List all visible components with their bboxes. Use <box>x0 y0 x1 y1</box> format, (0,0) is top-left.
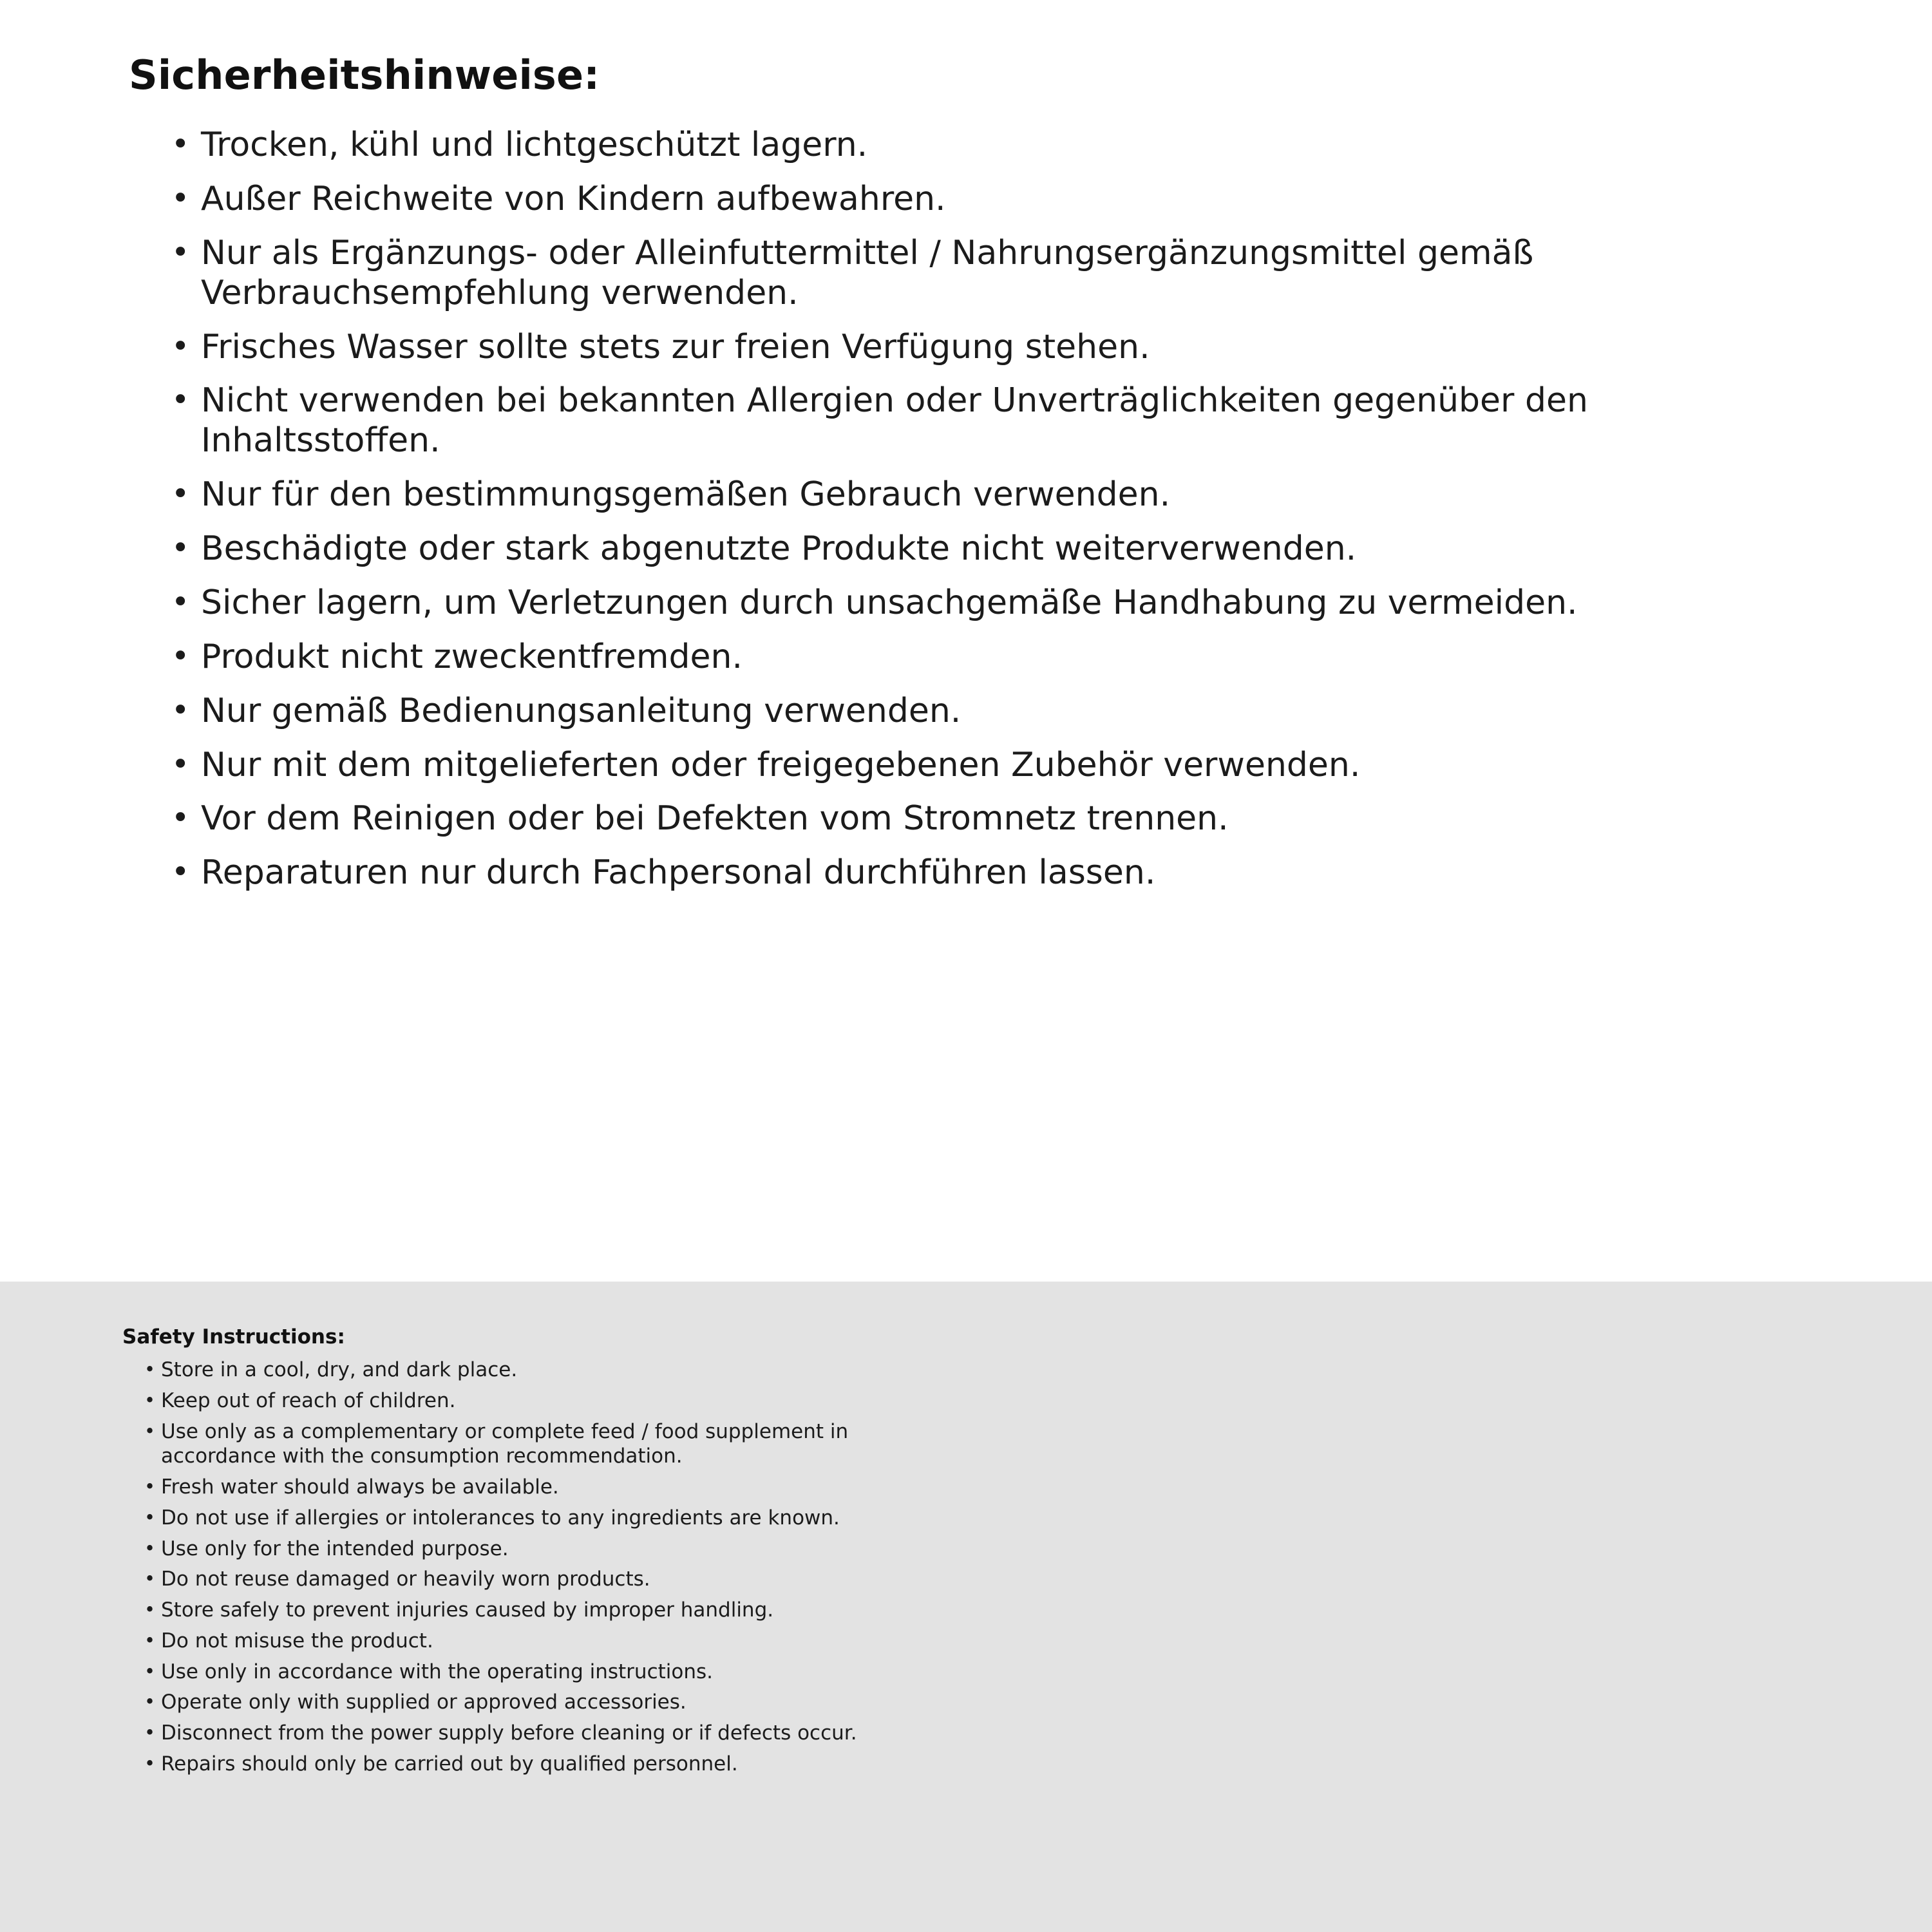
english-safety-section <box>0 1282 1932 1932</box>
list-item: • Nur für den bestimmungsgemäßen Gebrauch verwenden. <box>167 475 1835 515</box>
english-safety-list <box>122 1358 963 1777</box>
list-item: • Nicht verwenden bei bekannten Allergien oder Unverträglichkeiten gegenüber den Inhaltsstoffen. <box>167 381 1835 461</box>
german-section-heading: Sicherheitshinweise: <box>129 52 600 99</box>
list-item: • Use only as a complementary or complete feed / food supplement in accordance with the consumption recommendation. <box>144 1419 963 1470</box>
list-item: • Store in a cool, dry, and dark place. <box>144 1358 963 1383</box>
list-item: • Do not misuse the product. <box>144 1629 963 1654</box>
english-section-heading: Safety Instructions: <box>122 1325 345 1349</box>
list-item: • Do not reuse damaged or heavily worn products. <box>144 1567 963 1592</box>
list-item: • Repairs should only be carried out by qualified personnel. <box>144 1752 963 1777</box>
german-safety-list <box>129 126 1835 893</box>
list-item: • Do not use if allergies or intolerances to any ingredients are known. <box>144 1506 963 1531</box>
list-item: • Disconnect from the power supply before cleaning or if defects occur. <box>144 1721 963 1746</box>
list-item: • Nur mit dem mitgelieferten oder freigegebenen Zubehör verwenden. <box>167 746 1835 786</box>
english-two-column-layout <box>122 1325 1861 1841</box>
list-item: • Use only for the intended purpose. <box>144 1537 963 1562</box>
list-item: • Use only in accordance with the operating instructions. <box>144 1660 963 1685</box>
list-item: • Fresh water should always be available. <box>144 1475 963 1500</box>
list-item: • Store safely to prevent injuries caused by improper handling. <box>144 1598 963 1623</box>
list-item: • Trocken, kühl und lichtgeschützt lagern. <box>167 126 1835 166</box>
list-item: • Nur als Ergänzungs- oder Alleinfuttermittel / Nahrungsergänzungsmittel gemäß Verbrauchsempfehlung verwenden. <box>167 234 1835 314</box>
list-item: • Reparaturen nur durch Fachpersonal durchführen lassen. <box>167 853 1835 893</box>
list-item: • Produkt nicht zweckentfremden. <box>167 638 1835 677</box>
list-item: • Sicher lagern, um Verletzungen durch unsachgemäße Handhabung zu vermeiden. <box>167 583 1835 623</box>
list-item: • Vor dem Reinigen oder bei Defekten vom Stromnetz trennen. <box>167 799 1835 839</box>
list-item: • Außer Reichweite von Kindern aufbewahren. <box>167 180 1835 220</box>
list-item: • Operate only with supplied or approved accessories. <box>144 1690 963 1715</box>
list-item: • Beschädigte oder stark abgenutzte Produkte nicht weiterverwenden. <box>167 529 1835 569</box>
list-item: • Frisches Wasser sollte stets zur freien Verfügung stehen. <box>167 328 1835 368</box>
list-item: • Keep out of reach of children. <box>144 1388 963 1414</box>
list-item: • Nur gemäß Bedienungsanleitung verwenden. <box>167 692 1835 732</box>
